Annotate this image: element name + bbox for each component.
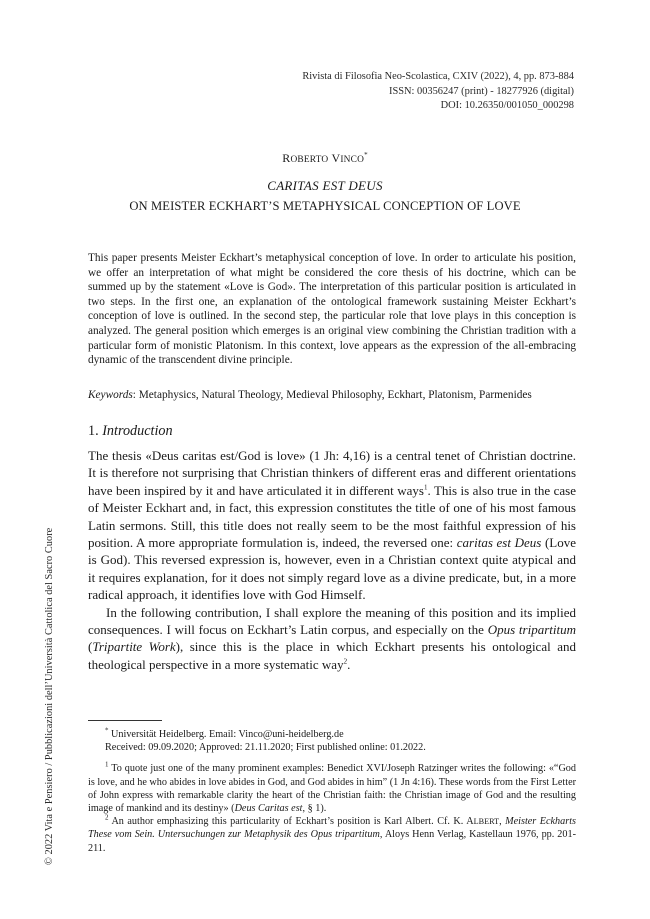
body-text (88, 447, 576, 673)
journal-issn: ISSN: 00356247 (print) - 18277926 (digital) (389, 85, 574, 97)
keywords (88, 388, 576, 403)
journal-citation: Rivista di Filosofia Neo-Scolastica, CXIV (2022), 4, pp. 873-884 (302, 71, 574, 82)
footnote-affiliation: * Universität Heidelberg. Email: Vinco@uni-heidelberg.de (105, 726, 344, 740)
body-paragraph: The thesis «Deus caritas est/God is love» (1 Jh: 4,16) is a central tenet of Christian doctrine. It is therefore not surprising that Christian thinkers of different eras and different orientations have been inspired by it and have articulated it in different ways$^1$. This is also true in the case of Meister Eckhart and, in fact, this expression constitutes the title of one of his most famous Latin sermons. Still, this title does not really seem to be the most faithful expression of his position. A more appropriate formulation is, indeed, the reversed one: caritas est Deus (Love is God). This reversed expression is, however, even in a Christian context quite atypical and it requires explanation, for it does not simply regard love as a divine predicate, but, in a more radical approach, it identifies love with God Himself. (88, 448, 577, 603)
journal-header (302, 70, 574, 114)
author-name (0, 151, 650, 166)
keywords-label: Keywords (88, 389, 133, 401)
footnote-divider (88, 720, 162, 721)
footnote-received: Received: 09.09.2020; Approved: 21.11.2020; First published online: 01.2022. (105, 742, 426, 754)
article-subtitle: ON MEISTER ECKHART’S METAPHYSICAL CONCEPTION OF LOVE (129, 199, 521, 213)
author-first-initial: R (282, 151, 291, 165)
footnote-ref[interactable]: 2 (343, 657, 348, 666)
body-paragraph: In the following contribution, I shall explore the meaning of this position and its implied consequences. I will focus on Eckhart’s Latin corpus, and especially on the Opus tripartitum (Tripartite Work), since this is the place in which Eckhart presents his ontological and theological perspective in a more systematic way$^2$. (88, 604, 576, 672)
footnote-ref[interactable]: 1 (423, 483, 428, 492)
side-copyright: © 2022 Vita e Pensiero / Pubblicazioni dell’Università Cattolica del Sacro Cuore (44, 527, 55, 865)
footnote-1: $^1$ To quote just one of the many prominent examples: Benedict XVI/Joseph Ratzinger writes the following: «“God is love, and he who abides in love abides in God, and God abides in him” (1 Jn 4:16). These words from the First Letter of John express with remarkable clarity the heart of the Christian faith: the Christian image of God and the resulting image of mankind and its destiny» (Deus Caritas est, § 1). (88, 761, 576, 815)
footnotes (88, 728, 576, 855)
article-title: CARITAS EST DEUS (267, 178, 383, 193)
footnote-2: $^2$ An author emphasizing this particularity of Eckhart’s position is Karl Albert. Cf. K. ALBERT, Meister Eckharts These vom Sein. Untersuchungen zur Metaphysik des Opus tripartitum, Aloys Henn Verlag, Kastellaun 1976, pp. 201-211. (88, 813, 576, 854)
author-last-initial: V (331, 151, 341, 165)
journal-doi: DOI: 10.26350/001050_000298 (440, 100, 574, 111)
author-first-rest: OBERTO (290, 155, 329, 165)
section-number: 1. (88, 423, 103, 439)
section-heading (88, 423, 173, 440)
section-title: Introduction (102, 423, 173, 439)
author-last-rest: INCO (340, 155, 365, 165)
author-footnote-marker: * (364, 151, 368, 160)
abstract: This paper presents Meister Eckhart’s metaphysical conception of love. In order to articulate his position, we offer an interpretation of what might be considered the core thesis of his doctrine, which can be summed up by the statement «Love is God». The interpretation of this particular position is articulated in two steps. In the first one, an explanation of the ontological framework sustaining Meister Eckhart’s conception of love is outlined. In the second step, the particular role that love plays in this conception is analyzed. The general position which emerges is an original view combining the Christian tradition with a particular form of monistic Platonism. In this context, love appears as the expression of the all-embracing dynamic of the transcendent divine principle. (88, 252, 576, 367)
keywords-list: : Metaphysics, Natural Theology, Medieval Philosophy, Eckhart, Platonism, Parmenides (132, 389, 532, 401)
